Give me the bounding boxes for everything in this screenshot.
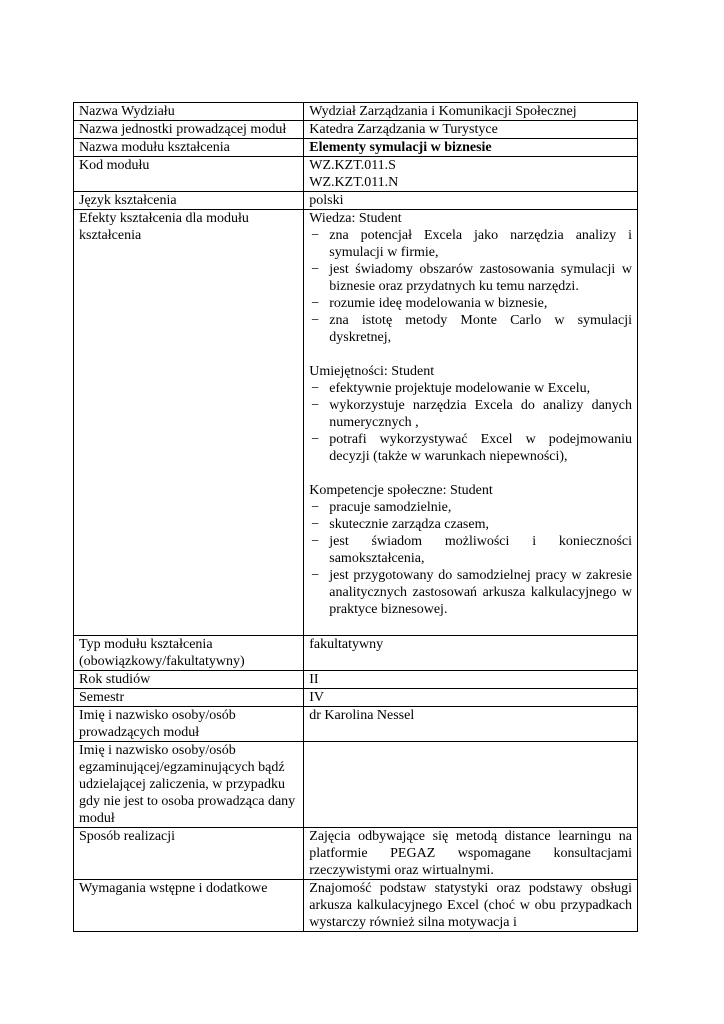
faculty-value: Wydział Zarządzania i Komunikacji Społecznej [304,103,638,121]
social-list [309,499,632,618]
skills-list [309,380,632,465]
table-row [74,828,638,880]
list-item: − jest świadom możliwości i konieczności samokształcenia, [309,533,632,567]
code-extramural: WZ.KZT.011.N [309,175,399,190]
semester-label: Semestr [74,689,304,707]
skills-heading: Umiejętności: Student [309,364,435,379]
requirements-label: Wymagania wstępne i dodatkowe [74,880,304,932]
language-label: Język kształcenia [74,192,304,210]
year-label: Rok studiów [74,671,304,689]
year-value: II [304,671,638,689]
code-stationary: WZ.KZT.011.S [309,158,396,173]
lecturer-label: Imię i nazwisko osoby/osób prowadzących moduł [74,707,304,742]
list-item: − zna istotę metody Monte Carlo w symulacji dyskretnej, [309,312,632,346]
list-item: − jest przygotowany do samodzielnej pracy w zakresie analitycznych zastosowań arkusza kalkulacyjnego w praktyce biznesowej. [309,567,632,618]
list-item: − zna potencjał Excela jako narzędzia analizy i symulacji w firmie, [309,227,632,261]
list-item: − rozumie ideę modelowania w biznesie, [309,295,632,312]
module-name-value: Elementy symulacji w biznesie [304,139,638,157]
lecturer-value: dr Karolina Nessel [304,707,638,742]
language-value: polski [304,192,638,210]
outcomes-value [304,210,638,636]
knowledge-list [309,227,632,346]
type-label: Typ modułu kształcenia (obowiązkowy/fakultatywny) [74,636,304,671]
list-item: − potrafi wykorzystywać Excel w podejmowaniu decyzji (także w warunkach niepewności), [309,431,632,465]
method-label: Sposób realizacji [74,828,304,880]
table-row [74,157,638,192]
table-row [74,880,638,932]
table-row [74,636,638,671]
faculty-label: Nazwa Wydziału [74,103,304,121]
module-description-table [73,102,638,932]
requirements-value: Znajomość podstaw statystyki oraz podstawy obsługi arkusza kalkulacyjnego Excel (choć w obu przypadkach wystarczy również silna motywacja i [304,880,638,932]
table-row [74,121,638,139]
table-row [74,671,638,689]
social-heading: Kompetencje społeczne: Student [309,483,493,498]
table-row [74,192,638,210]
unit-value: Katedra Zarządzania w Turystyce [304,121,638,139]
outcomes-label: Efekty kształcenia dla modułu kształcenia [74,210,304,636]
table-row [74,707,638,742]
table-row [74,742,638,828]
table-row [74,689,638,707]
type-value: fakultatywny [304,636,638,671]
examiner-value [304,742,638,828]
list-item: − efektywnie projektuje modelowanie w Excelu, [309,380,632,397]
knowledge-heading: Wiedza: Student [309,211,402,226]
list-item: − wykorzystuje narzędzia Excela do analizy danych numerycznych , [309,397,632,431]
code-label: Kod modułu [74,157,304,192]
table-row [74,210,638,636]
list-item: − pracuje samodzielnie, [309,499,632,516]
examiner-label: Imię i nazwisko osoby/osób egzaminującej/egzaminujących bądź udzielającej zaliczenia, w przypadku gdy nie jest to osoba prowadząca dany moduł [74,742,304,828]
module-name-label: Nazwa modułu kształcenia [74,139,304,157]
table-row [74,103,638,121]
list-item: − skutecznie zarządza czasem, [309,516,632,533]
method-value: Zajęcia odbywające się metodą distance learningu na platformie PEGAZ wspomagane konsultacjami rzeczywistymi oraz wirtualnymi. [304,828,638,880]
table-row [74,139,638,157]
code-value [304,157,638,192]
semester-value: IV [304,689,638,707]
unit-label: Nazwa jednostki prowadzącej moduł [74,121,304,139]
list-item: − jest świadomy obszarów zastosowania symulacji w biznesie oraz przydatnych ku temu narzędzi. [309,261,632,295]
